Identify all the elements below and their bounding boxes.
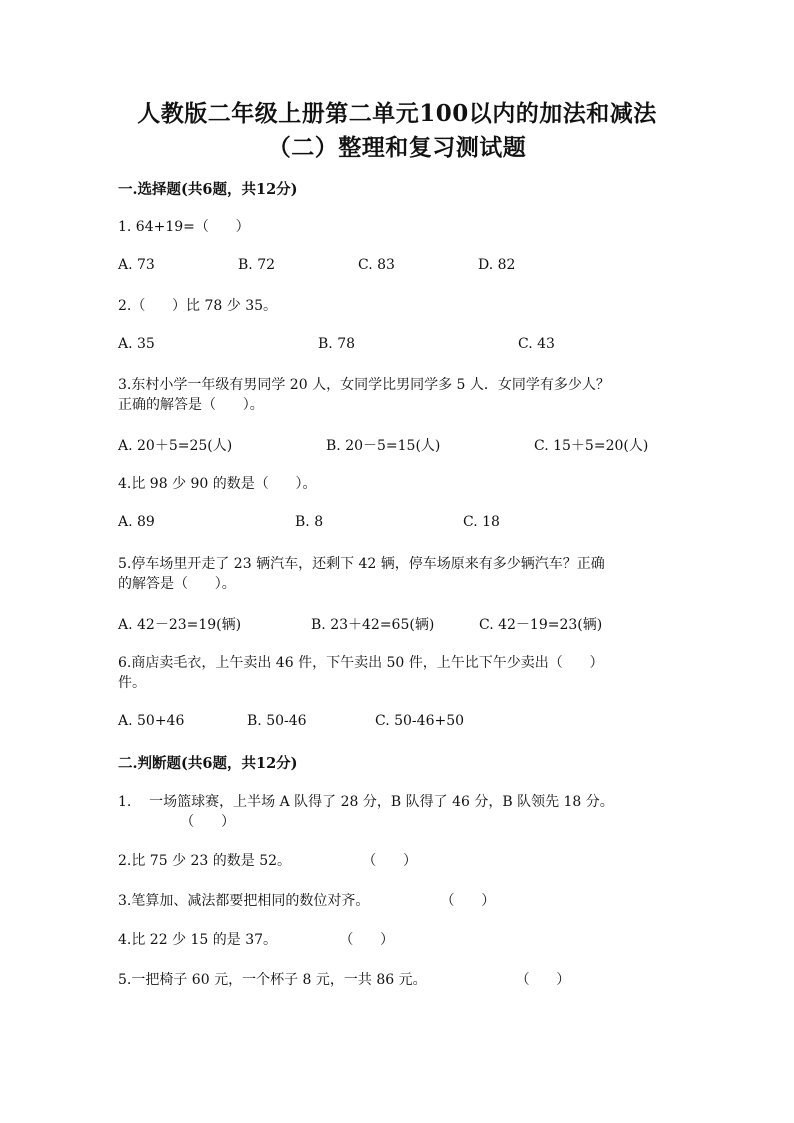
- question-3-text-line-2: 正确的解答是（ ）。: [118, 397, 264, 413]
- option-d: D. 82: [478, 257, 516, 273]
- judgement-4-text: 4.比 22 少 15 的是 37。 （ ）: [118, 932, 395, 948]
- question-6-text-line-2: 件。: [118, 675, 146, 691]
- document-title-line-1: 人教版二年级上册第二单元100以内的加法和减法: [137, 100, 657, 127]
- option-a: A. 35: [118, 336, 155, 352]
- question-5-options: [118, 614, 718, 634]
- section-heading-choice: 一.选择题(共6题，共12分): [118, 181, 298, 198]
- option-a: A. 89: [118, 514, 155, 530]
- option-c: C. 18: [463, 514, 500, 530]
- option-b: B. 23＋42=65(辆): [311, 617, 435, 633]
- question-6-text-line-1: 6.商店卖毛衣，上午卖出 46 件，下午卖出 50 件，上午比下午少卖出（ ）: [118, 655, 604, 671]
- option-b: B. 8: [295, 514, 324, 530]
- option-a: A. 50+46: [118, 713, 185, 729]
- question-3-text-line-1: 3.东村小学一年级有男同学 20 人，女同学比男同学多 5 人．女同学有多少人？: [118, 377, 610, 393]
- judgement-1-text-line-1: 1. 一场篮球赛，上半场 A 队得了 28 分，B 队得了 46 分，B 队领先 18 分。: [118, 794, 614, 810]
- question-6-options: [118, 713, 718, 733]
- question-1-options: [118, 257, 718, 277]
- option-b: B. 78: [318, 336, 356, 352]
- question-1-text: 1. 64+19=（ ）: [118, 219, 250, 235]
- option-c: C. 83: [358, 257, 395, 273]
- option-a: A. 42－23=19(辆): [118, 617, 242, 633]
- judgement-3-text: 3.笔算加、减法都要把相同的数位对齐。 （ ）: [118, 893, 496, 909]
- option-a: A. 73: [118, 257, 155, 273]
- question-5-text-line-1: 5.停车场里开走了 23 辆汽车，还剩下 42 辆，停车场原来有多少辆汽车？正确: [118, 556, 605, 572]
- option-b: B. 50-46: [247, 713, 307, 729]
- question-2-options: [118, 336, 718, 356]
- judgement-2-text: 2.比 75 少 23 的数是 52。 （ ）: [118, 853, 417, 869]
- option-c: C. 42－19=23(辆): [479, 617, 603, 633]
- option-c: C. 15＋5=20(人): [534, 438, 649, 454]
- option-c: C. 43: [518, 336, 555, 352]
- document-title-line-2: （二）整理和复习测试题: [267, 134, 527, 161]
- question-2-text: 2.（ ）比 78 少 35。: [118, 298, 278, 314]
- question-4-text: 4.比 98 少 90 的数是（ ）。: [118, 476, 317, 492]
- question-4-options: [118, 514, 718, 534]
- option-c: C. 50-46+50: [375, 713, 465, 729]
- question-3-options: [118, 435, 718, 455]
- option-b: B. 72: [238, 257, 276, 273]
- option-a: A. 20＋5=25(人): [118, 438, 233, 454]
- judgement-1-text-line-2: （ ）: [118, 814, 236, 830]
- judgement-5-text: 5.一把椅子 60 元，一个杯子 8 元，一共 86 元。 （ ）: [118, 972, 571, 988]
- question-5-text-line-2: 的解答是（ ）。: [118, 576, 236, 592]
- option-b: B. 20－5=15(人): [326, 438, 441, 454]
- section-heading-judgement: 二.判断题(共6题，共12分): [118, 755, 298, 772]
